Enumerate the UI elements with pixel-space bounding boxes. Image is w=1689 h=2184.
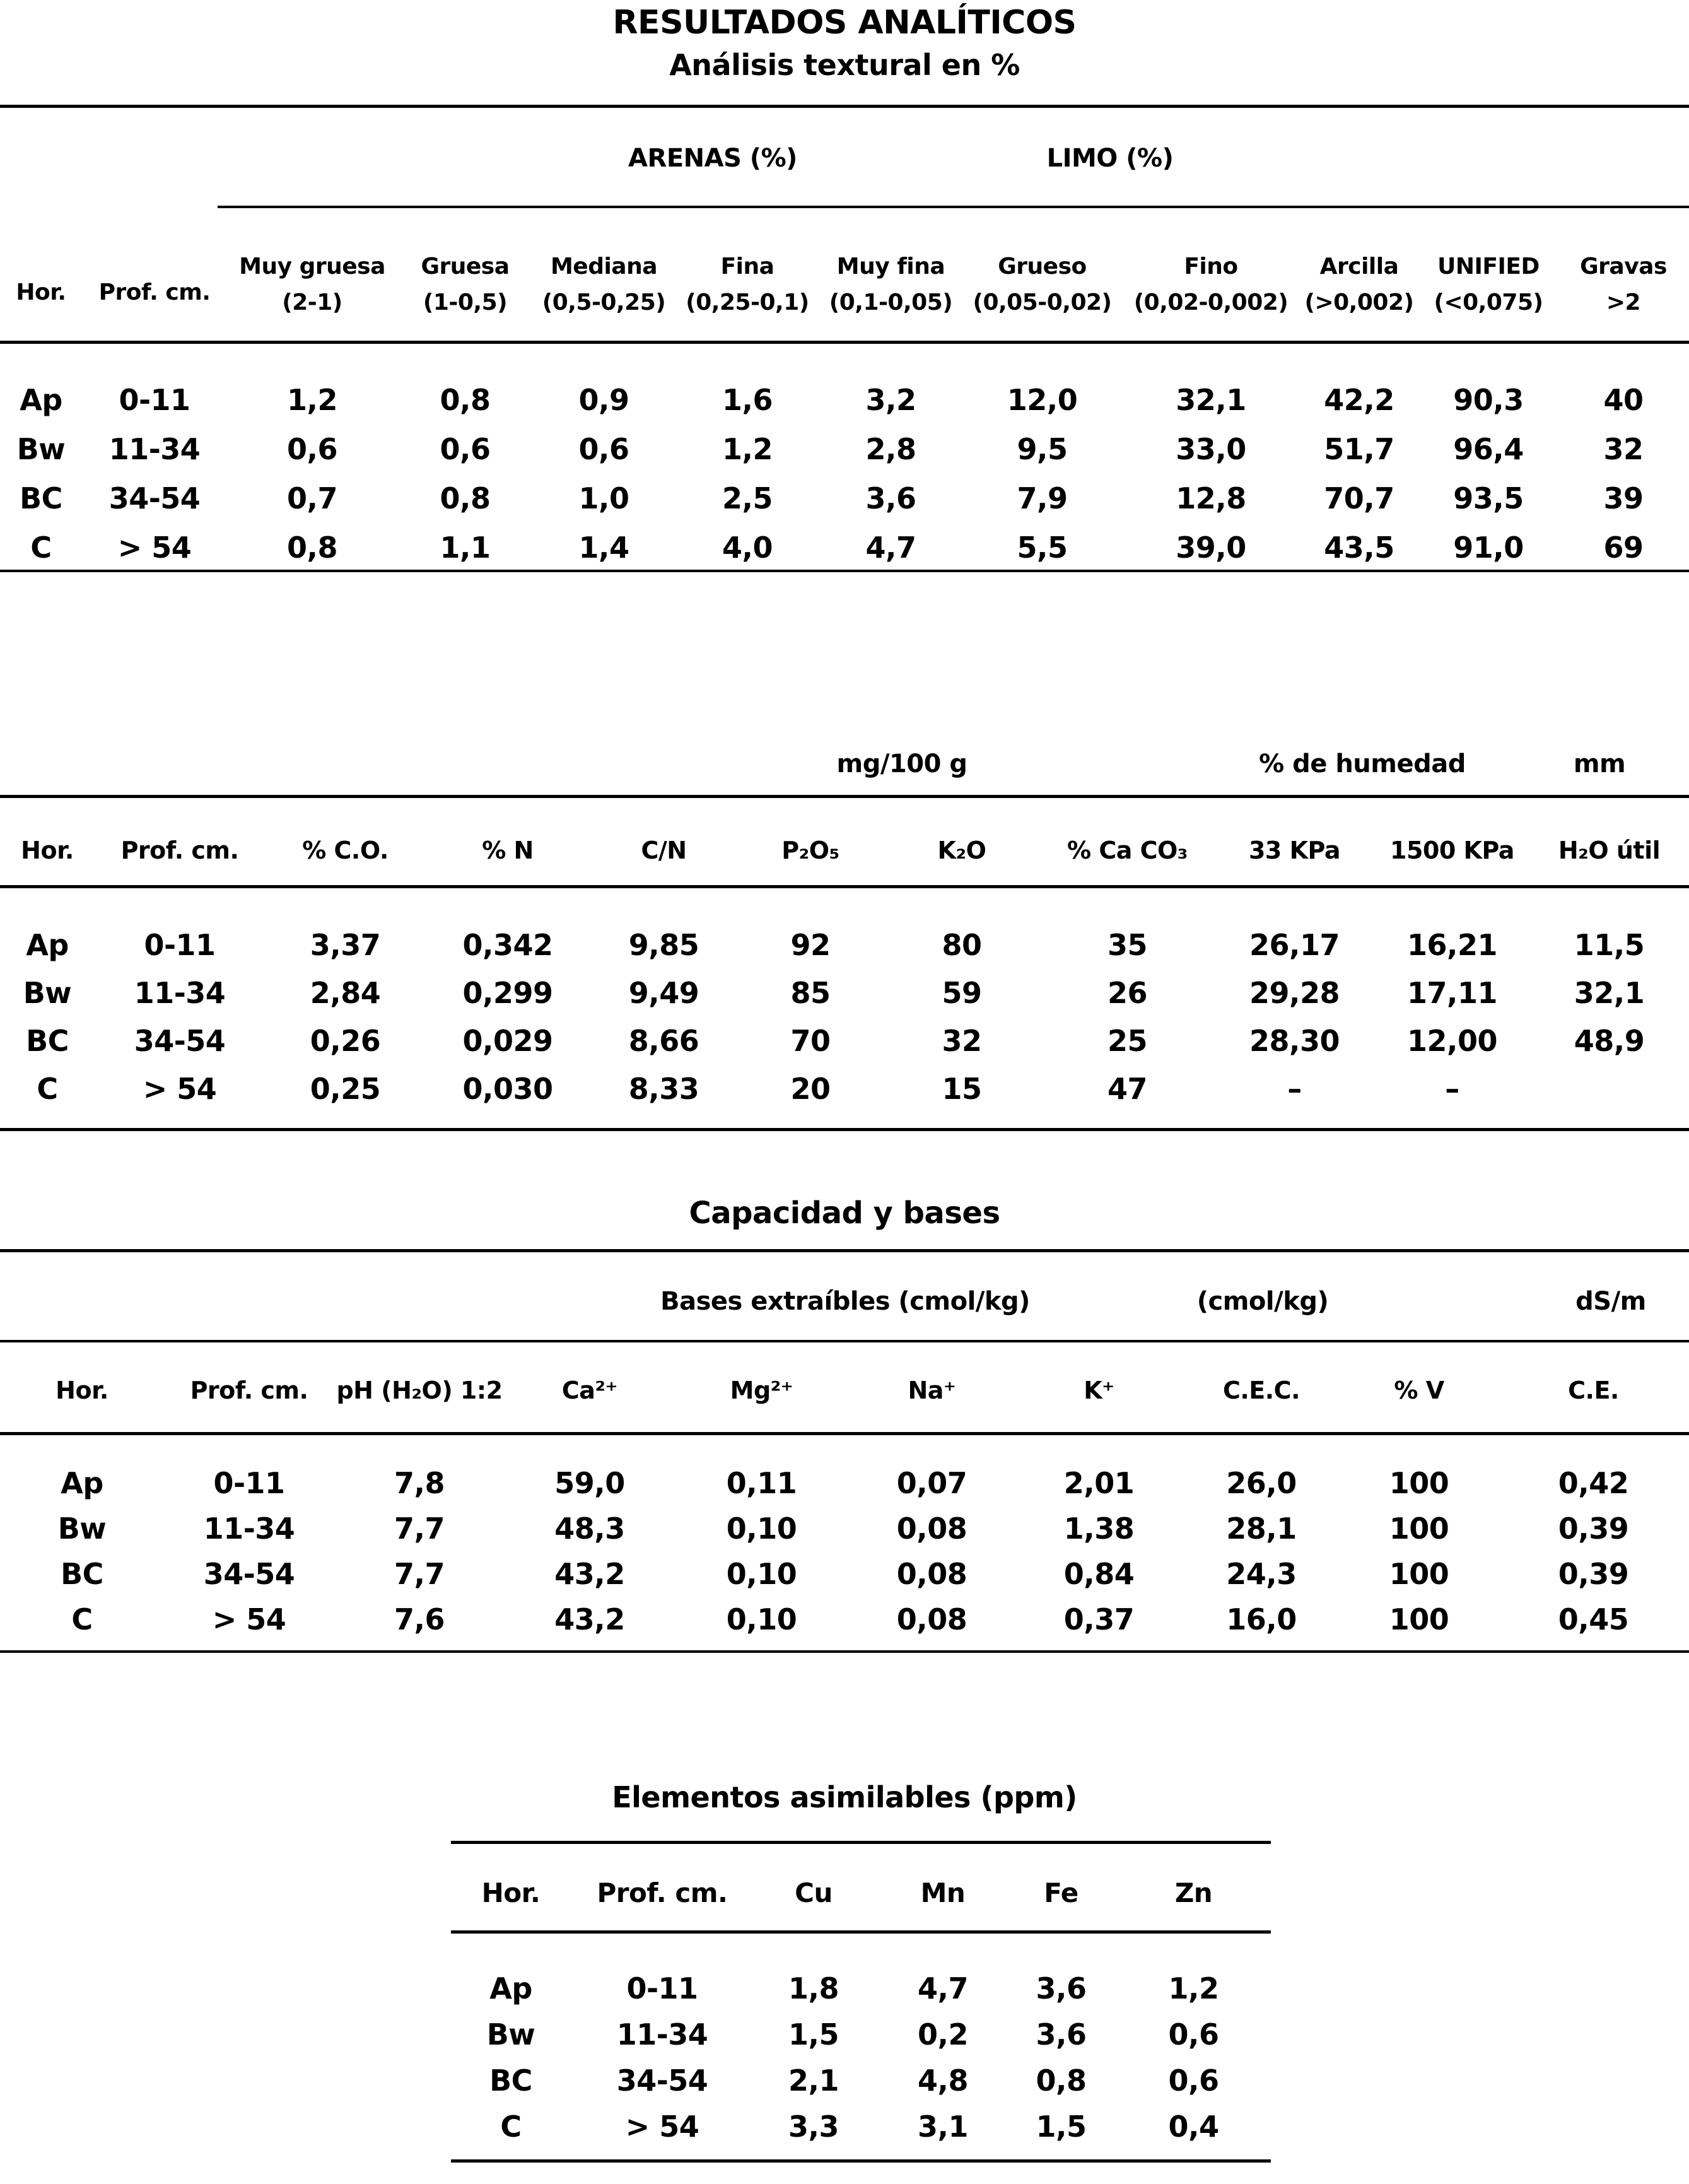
table-row <box>0 1597 1689 1642</box>
table-row <box>0 1551 1689 1597</box>
table-cell: 0,42 <box>1558 1466 1629 1500</box>
table-cell: 48,9 <box>1574 1024 1645 1058</box>
table-cell: 8,66 <box>628 1024 699 1058</box>
table-cell: C <box>37 1072 58 1106</box>
group-header-bases-extraibles: Bases extraíbles (cmol/kg) <box>660 1287 1030 1316</box>
capacity-table-title: Capacidad y bases <box>689 1195 1000 1231</box>
table-cell: 96,4 <box>1453 432 1524 466</box>
table-cell: BC <box>489 2063 532 2098</box>
table-cell: 34-54 <box>616 2063 708 2098</box>
column-header: Hor. <box>481 1877 541 1908</box>
table-cell: 0,2 <box>918 2017 968 2052</box>
horizontal-rule <box>451 2159 1271 2163</box>
table-cell: 28,1 <box>1226 1512 1297 1546</box>
horizontal-rule <box>0 341 1689 344</box>
table-cell: 0,39 <box>1558 1557 1629 1591</box>
table-cell: 0-11 <box>626 1971 698 2005</box>
column-header-range: (1-0,5) <box>423 290 508 315</box>
horizontal-rule <box>0 1249 1689 1252</box>
horizontal-rule <box>451 1930 1271 1934</box>
table-cell: C <box>30 531 52 565</box>
table-cell: 100 <box>1389 1557 1449 1591</box>
table-cell: 35 <box>1107 928 1147 962</box>
chemical-table-header <box>0 830 1689 871</box>
table-cell: 11-34 <box>134 976 226 1010</box>
column-header: Fe <box>1044 1877 1078 1908</box>
table-cell: – <box>1445 1072 1459 1106</box>
table-cell: 0,6 <box>1168 2017 1219 2052</box>
column-header-label: Arcilla <box>1319 254 1399 279</box>
table-cell: 1,6 <box>722 383 773 417</box>
table-cell: 2,84 <box>310 976 381 1010</box>
column-header <box>1299 231 1419 315</box>
table-cell: 1,5 <box>788 2017 839 2052</box>
table-row <box>441 2103 1268 2149</box>
table-cell: 90,3 <box>1453 383 1524 417</box>
table-cell: Ap <box>61 1466 103 1500</box>
table-cell: 15 <box>942 1072 982 1106</box>
table-cell: C <box>71 1602 93 1636</box>
table-cell: 32,1 <box>1574 976 1645 1010</box>
table-cell: 2,01 <box>1063 1466 1135 1500</box>
table-cell: 85 <box>790 976 831 1010</box>
table-cell: 4,7 <box>865 531 916 565</box>
column-header <box>397 231 533 315</box>
table-cell: 0,08 <box>896 1602 967 1636</box>
table-cell: > 54 <box>625 2109 699 2144</box>
table-cell: 5,5 <box>1017 531 1068 565</box>
table-row <box>0 969 1689 1017</box>
horizontal-rule <box>218 206 1689 208</box>
elements-table-body <box>441 1965 1268 2149</box>
horizontal-rule <box>0 1128 1689 1131</box>
table-cell: 1,2 <box>287 383 337 417</box>
table-cell: 0,25 <box>310 1072 381 1106</box>
table-cell: BC <box>20 481 62 515</box>
column-header-range: (>0,002) <box>1304 290 1414 315</box>
table-cell: 2,1 <box>788 2063 839 2098</box>
table-cell: > 54 <box>143 1072 217 1106</box>
column-header <box>227 231 397 315</box>
texture-table-header <box>0 231 1689 315</box>
table-cell: – <box>1287 1072 1302 1106</box>
table-row <box>441 1965 1268 2011</box>
table-cell: 39 <box>1603 481 1644 515</box>
column-header: K⁺ <box>1084 1377 1114 1404</box>
table-cell: 0,8 <box>1036 2063 1087 2098</box>
table-cell: 16,21 <box>1406 928 1497 962</box>
horizontal-rule <box>0 1340 1689 1342</box>
table-cell: 12,00 <box>1406 1024 1497 1058</box>
column-header: C.E.C. <box>1222 1377 1300 1404</box>
texture-table-body <box>0 375 1689 572</box>
column-header-range: (0,25-0,1) <box>686 290 809 315</box>
table-cell: 9,49 <box>628 976 699 1010</box>
table-cell: 0,299 <box>462 976 553 1010</box>
table-cell: 3,2 <box>865 383 916 417</box>
column-header: K₂O <box>937 837 986 864</box>
column-header: Prof. cm. <box>120 837 239 864</box>
elements-table-header <box>441 1872 1268 1913</box>
table-cell: 0,6 <box>578 432 629 466</box>
column-header-label: Grueso <box>998 254 1087 279</box>
horizontal-rule <box>0 570 1689 572</box>
table-cell: 3,6 <box>865 481 916 515</box>
column-header-range: (0,02-0,002) <box>1133 290 1289 315</box>
table-cell: 32 <box>942 1024 982 1058</box>
table-cell: 47 <box>1107 1072 1147 1106</box>
table-cell: 43,5 <box>1324 531 1394 565</box>
table-cell: 11-34 <box>616 2017 708 2052</box>
table-cell: 32,1 <box>1176 383 1246 417</box>
table-cell: C <box>500 2109 522 2144</box>
column-header: Mn <box>920 1877 966 1908</box>
page-subtitle: Análisis textural en % <box>669 48 1020 82</box>
table-cell: 0,10 <box>726 1512 797 1546</box>
column-header <box>0 231 82 315</box>
column-header: Na⁺ <box>908 1377 956 1404</box>
table-cell: 7,6 <box>394 1602 445 1636</box>
column-header: H₂O útil <box>1558 837 1661 864</box>
group-header-cmol-kg: (cmol/kg) <box>1196 1287 1329 1316</box>
column-header-label: Muy gruesa <box>239 254 385 279</box>
column-header <box>1123 231 1299 315</box>
table-cell: > 54 <box>117 531 192 565</box>
column-header <box>962 231 1123 315</box>
table-cell: 4,0 <box>722 531 773 565</box>
table-row <box>441 2057 1268 2103</box>
table-cell: 0,11 <box>726 1466 797 1500</box>
table-cell: 0,07 <box>896 1466 967 1500</box>
table-cell: 24,3 <box>1226 1557 1297 1591</box>
table-cell: 26,0 <box>1226 1466 1297 1500</box>
table-row <box>0 375 1689 425</box>
column-header: 33 KPa <box>1248 837 1341 864</box>
table-cell: 34-54 <box>108 481 201 515</box>
table-cell: 2,5 <box>722 481 773 515</box>
table-cell: Ap <box>489 1971 532 2005</box>
table-cell: 0,45 <box>1558 1602 1629 1636</box>
table-cell: 26 <box>1107 976 1147 1010</box>
table-cell: 1,2 <box>1168 1971 1219 2005</box>
table-cell: 3,37 <box>310 928 381 962</box>
column-header-range: (0,05-0,02) <box>973 290 1112 315</box>
group-header-limo: LIMO (%) <box>1046 144 1174 173</box>
table-cell: 0,8 <box>440 383 491 417</box>
column-header-range: (<0,075) <box>1434 290 1543 315</box>
table-cell: 12,0 <box>1007 383 1078 417</box>
table-cell: 0,08 <box>896 1557 967 1591</box>
table-cell: 7,9 <box>1017 481 1068 515</box>
table-cell: 1,0 <box>578 481 629 515</box>
table-row <box>0 1017 1689 1065</box>
table-cell: 42,2 <box>1324 383 1394 417</box>
column-header-label: Muy fina <box>836 254 945 279</box>
table-cell: 0,029 <box>462 1024 553 1058</box>
table-cell: 4,8 <box>918 2063 968 2098</box>
table-cell: BC <box>61 1557 103 1591</box>
table-cell: 0,6 <box>287 432 337 466</box>
table-cell: Bw <box>57 1512 107 1546</box>
elements-table-title: Elementos asimilables (ppm) <box>612 1780 1077 1814</box>
table-cell: 40 <box>1603 383 1644 417</box>
horizontal-rule <box>0 885 1689 888</box>
table-cell: 25 <box>1107 1024 1147 1058</box>
table-cell: 59,0 <box>554 1466 625 1500</box>
column-header-label: Prof. cm. <box>98 279 211 305</box>
table-cell: 93,5 <box>1453 481 1524 515</box>
table-cell: 70,7 <box>1324 481 1394 515</box>
table-cell: 0,8 <box>287 531 337 565</box>
column-header-label: Gravas <box>1580 254 1667 279</box>
table-cell: Bw <box>23 976 72 1010</box>
table-cell: 91,0 <box>1453 531 1524 565</box>
table-cell: 0,08 <box>896 1512 967 1546</box>
table-cell: 12,8 <box>1176 481 1246 515</box>
table-cell: 0,10 <box>726 1602 797 1636</box>
table-cell: BC <box>26 1024 69 1058</box>
capacity-table-header <box>0 1370 1689 1411</box>
table-cell: 8,33 <box>628 1072 699 1106</box>
table-cell: 0-11 <box>213 1466 285 1500</box>
table-cell: 3,6 <box>1036 1971 1087 2005</box>
table-cell: 0,030 <box>462 1072 553 1106</box>
column-header: C/N <box>641 837 687 864</box>
table-cell: 2,8 <box>865 432 916 466</box>
column-header: % V <box>1394 1377 1444 1404</box>
table-cell: 0,342 <box>462 928 553 962</box>
column-header: Prof. cm. <box>190 1377 308 1404</box>
table-cell: 4,7 <box>918 1971 968 2005</box>
table-cell: 100 <box>1389 1466 1449 1500</box>
column-header: % Ca CO₃ <box>1067 837 1188 864</box>
column-header: pH (H₂O) 1:2 <box>336 1377 503 1404</box>
column-header <box>1419 231 1558 315</box>
table-cell: 0-11 <box>119 383 190 417</box>
table-cell: 1,38 <box>1063 1512 1135 1546</box>
table-cell: 0,4 <box>1168 2109 1219 2144</box>
table-cell: Ap <box>20 383 62 417</box>
horizontal-rule <box>0 105 1689 108</box>
page-title: RESULTADOS ANALÍTICOS <box>612 4 1077 42</box>
table-cell: 0,84 <box>1063 1557 1135 1591</box>
horizontal-rule <box>0 1650 1689 1653</box>
column-header <box>533 231 675 315</box>
column-header-label: Fina <box>720 254 774 279</box>
column-header: 1500 KPa <box>1390 837 1514 864</box>
column-header: Hor. <box>56 1377 108 1404</box>
table-row <box>0 921 1689 969</box>
column-header: Prof. cm. <box>597 1877 728 1908</box>
table-cell: > 54 <box>212 1602 286 1636</box>
column-header <box>675 231 820 315</box>
horizontal-rule <box>0 795 1689 798</box>
table-cell: 92 <box>790 928 831 962</box>
table-cell: Bw <box>486 2017 535 2052</box>
table-cell: Ap <box>26 928 69 962</box>
chemical-table-body <box>0 921 1689 1113</box>
group-header-arenas: ARENAS (%) <box>628 144 797 173</box>
table-cell: 0-11 <box>144 928 216 962</box>
column-header-label: Fino <box>1184 254 1238 279</box>
table-cell: 9,85 <box>628 928 699 962</box>
table-cell: 0,7 <box>287 481 337 515</box>
column-header: Mg²⁺ <box>730 1377 793 1404</box>
horizontal-rule <box>451 1841 1271 1844</box>
column-header: P₂O₅ <box>781 837 839 864</box>
table-row <box>441 2011 1268 2057</box>
table-cell: 48,3 <box>554 1512 625 1546</box>
table-cell: 59 <box>942 976 982 1010</box>
table-cell: 43,2 <box>554 1602 625 1636</box>
column-header <box>82 231 227 315</box>
column-header-range: (0,1-0,05) <box>829 290 953 315</box>
column-header: Ca²⁺ <box>561 1377 618 1404</box>
column-header <box>1558 231 1689 315</box>
table-cell: 28,30 <box>1249 1024 1340 1058</box>
table-cell: 1,1 <box>440 531 491 565</box>
column-header <box>820 231 962 315</box>
column-header-label: UNIFIED <box>1437 254 1540 279</box>
table-cell: 11,5 <box>1574 928 1645 962</box>
table-row <box>0 523 1689 572</box>
group-header-ds-m: dS/m <box>1575 1287 1646 1316</box>
table-cell: 0,10 <box>726 1557 797 1591</box>
column-header-label: Mediana <box>550 254 658 279</box>
table-cell: 32 <box>1603 432 1644 466</box>
table-cell: 1,8 <box>788 1971 839 2005</box>
column-header: Cu <box>795 1877 833 1908</box>
table-cell: 34-54 <box>203 1557 295 1591</box>
column-header: % C.O. <box>302 837 389 864</box>
column-header: C.E. <box>1568 1377 1619 1404</box>
table-cell: 100 <box>1389 1512 1449 1546</box>
capacity-table-body <box>0 1460 1689 1642</box>
group-header-humedad: % de humedad <box>1259 749 1466 778</box>
table-cell: 0,8 <box>440 481 491 515</box>
table-row <box>0 425 1689 474</box>
table-cell: 0,6 <box>440 432 491 466</box>
table-cell: 0,37 <box>1063 1602 1135 1636</box>
table-cell: 3,1 <box>918 2109 968 2144</box>
table-cell: 80 <box>942 928 982 962</box>
table-cell: 17,11 <box>1406 976 1497 1010</box>
column-header-range: (2-1) <box>282 290 342 315</box>
table-row <box>0 474 1689 523</box>
table-cell: 11-34 <box>203 1512 295 1546</box>
table-cell: 1,4 <box>578 531 629 565</box>
group-header-mg-100g: mg/100 g <box>836 749 967 778</box>
group-header-mm: mm <box>1573 749 1626 778</box>
table-row <box>0 1065 1689 1113</box>
table-cell: Bw <box>16 432 66 466</box>
table-cell: 100 <box>1389 1602 1449 1636</box>
column-header-range: (0,5-0,25) <box>542 290 666 315</box>
table-cell: 1,5 <box>1036 2109 1087 2144</box>
column-header: Zn <box>1174 1877 1213 1908</box>
table-cell: 7,7 <box>394 1512 445 1546</box>
table-cell: 34-54 <box>134 1024 226 1058</box>
table-cell: 69 <box>1603 531 1644 565</box>
table-cell: 7,8 <box>394 1466 445 1500</box>
horizontal-rule <box>0 1432 1689 1435</box>
table-cell: 0,6 <box>1168 2063 1219 2098</box>
column-header: % N <box>482 837 534 864</box>
table-cell: 51,7 <box>1324 432 1394 466</box>
table-cell: 29,28 <box>1249 976 1340 1010</box>
table-cell: 26,17 <box>1249 928 1340 962</box>
column-header-label: Hor. <box>16 279 66 305</box>
table-cell: 0,26 <box>310 1024 381 1058</box>
table-cell: 9,5 <box>1017 432 1068 466</box>
table-cell: 7,7 <box>394 1557 445 1591</box>
table-cell: 33,0 <box>1176 432 1246 466</box>
table-cell: 20 <box>790 1072 831 1106</box>
table-row <box>0 1460 1689 1506</box>
table-cell: 0,9 <box>578 383 629 417</box>
table-cell: 1,2 <box>722 432 773 466</box>
table-cell: 11-34 <box>108 432 201 466</box>
table-cell: 16,0 <box>1226 1602 1297 1636</box>
table-cell: 3,3 <box>788 2109 839 2144</box>
column-header: Hor. <box>21 837 74 864</box>
table-row <box>0 1506 1689 1551</box>
column-header-range: >2 <box>1606 290 1641 315</box>
table-cell: 70 <box>790 1024 831 1058</box>
table-cell: 39,0 <box>1176 531 1246 565</box>
column-header-label: Gruesa <box>421 254 510 279</box>
table-cell: 0,39 <box>1558 1512 1629 1546</box>
table-cell: 43,2 <box>554 1557 625 1591</box>
table-cell: 3,6 <box>1036 2017 1087 2052</box>
